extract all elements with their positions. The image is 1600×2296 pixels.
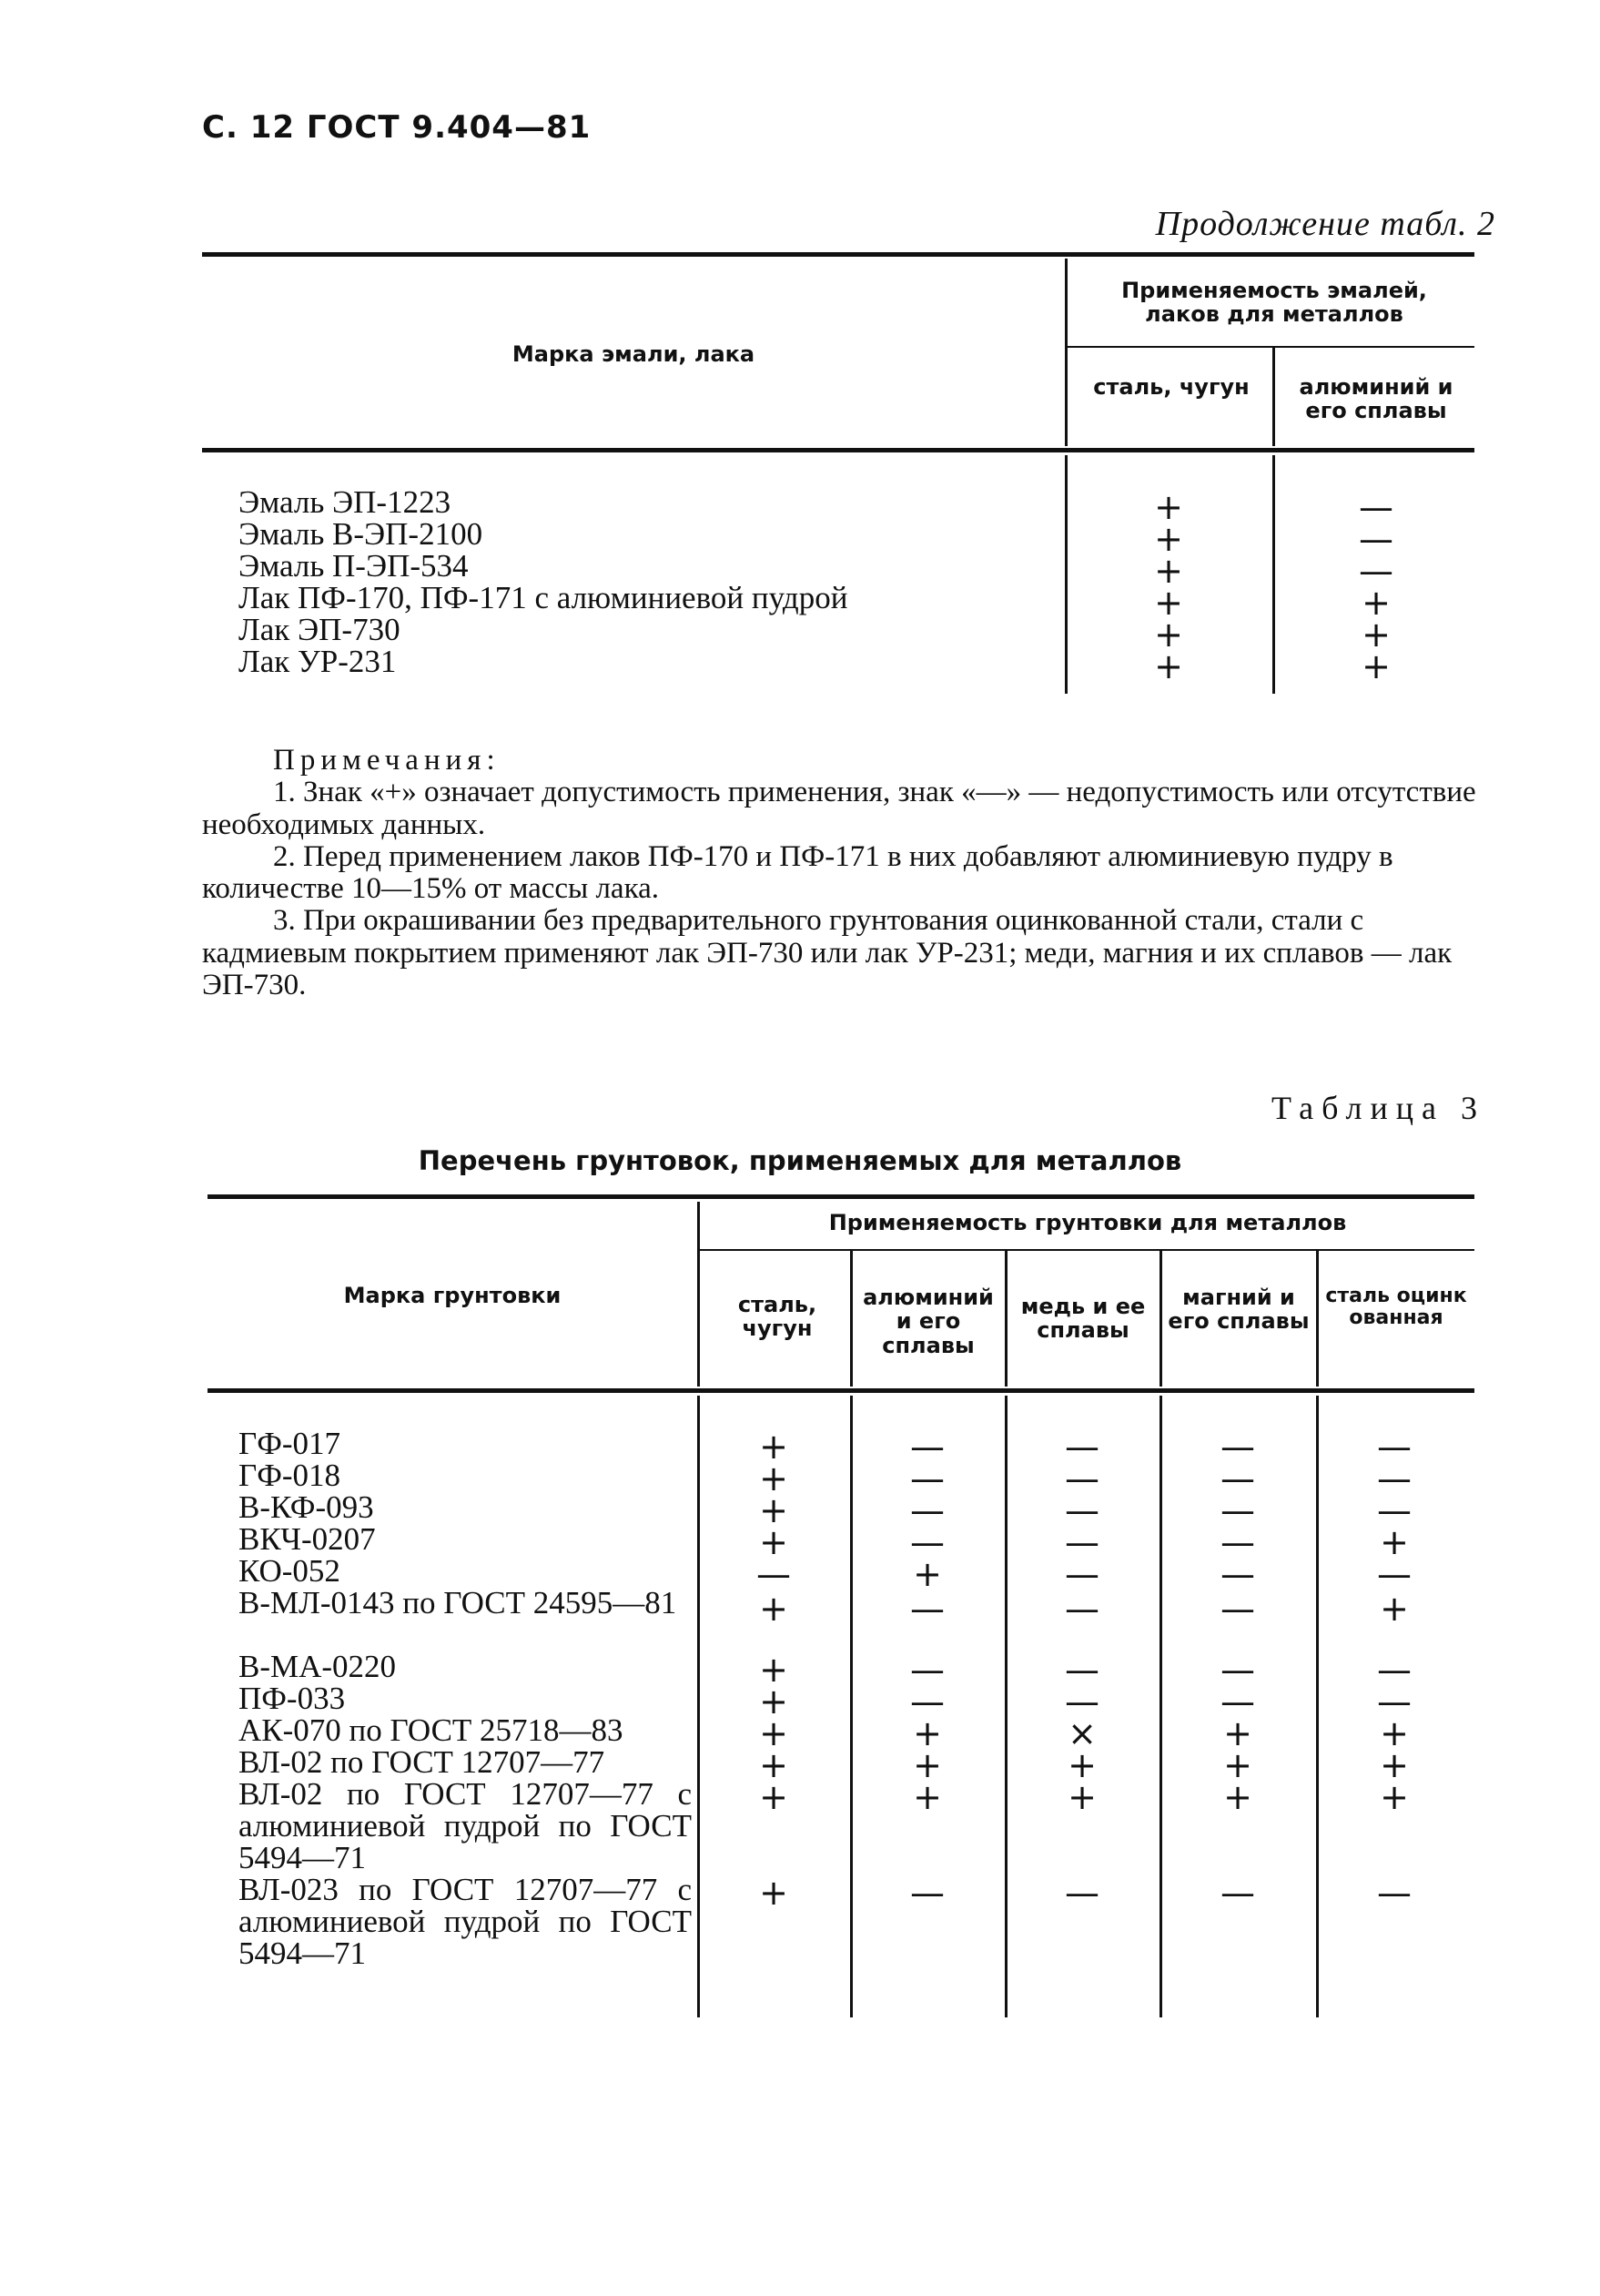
table3-row-name: В-МА-0220 xyxy=(238,1649,397,1684)
table2-col-brand: Марка эмали, лака xyxy=(511,341,755,367)
table3-mark: — xyxy=(1220,1681,1255,1722)
table3-mark: + xyxy=(1068,1777,1097,1817)
table2-mark-aluminum: — xyxy=(1359,519,1393,559)
table3-mark: — xyxy=(910,1490,945,1530)
table3-mark: — xyxy=(1065,1589,1099,1629)
table2-col-steel: сталь, чугун xyxy=(1093,374,1250,400)
table2-vrule xyxy=(1065,455,1068,694)
table3-mark: — xyxy=(1220,1873,1255,1913)
table3-mark: — xyxy=(1220,1589,1255,1629)
table2-col-group: Применяемость эмалей, лаков для металлов xyxy=(1121,278,1427,328)
table3-mark: + xyxy=(1380,1777,1409,1817)
table3-vrule xyxy=(1005,1251,1008,1387)
table3-top-rule xyxy=(208,1194,1474,1199)
table3-mark: + xyxy=(1223,1713,1252,1753)
table3-vrule xyxy=(1005,1396,1008,2017)
table3-mark: + xyxy=(913,1745,942,1785)
table3-mark: — xyxy=(910,1681,945,1722)
table3-mark: — xyxy=(756,1554,791,1594)
table2-subheader-rule xyxy=(1067,346,1474,348)
table3-vrule xyxy=(1159,1396,1162,2017)
table2-col-aluminum: алюминий и его сплавы xyxy=(1299,374,1453,424)
note-item: 1. Знак «+» означает допустимость применения, знак «—» — недопустимость или отсутствие необходимых данных. xyxy=(202,776,1476,841)
table2-mark-steel: + xyxy=(1154,646,1183,686)
table3-col-header: магний и его сплавы xyxy=(1168,1285,1310,1335)
table3-mark: + xyxy=(759,1713,788,1753)
table2-mark-aluminum: + xyxy=(1362,583,1391,623)
table3-mark: — xyxy=(1220,1427,1255,1467)
table3-col-brand: Марка грунтовки xyxy=(343,1283,562,1308)
table2-mark-steel: + xyxy=(1154,583,1183,623)
table3-row-name: КО-052 xyxy=(238,1553,340,1589)
table3-mark: — xyxy=(1377,1458,1412,1498)
table3-mark: + xyxy=(1380,1589,1409,1629)
table3-row-name: ВЛ-02 по ГОСТ 12707—77 xyxy=(238,1744,605,1780)
table3-row-name: ГФ-018 xyxy=(238,1458,341,1493)
table3-vrule xyxy=(850,1251,853,1387)
table3-mark: — xyxy=(1065,1650,1099,1690)
table3-mark: — xyxy=(1065,1554,1099,1594)
table2-mark-aluminum: — xyxy=(1359,551,1393,591)
table3-mark: + xyxy=(759,1681,788,1722)
table3-mark: + xyxy=(913,1777,942,1817)
table3-mark: + xyxy=(1380,1745,1409,1785)
table3-row-name: ВЛ-023 по ГОСТ 12707—77 с алюминиевой пудрой по ГОСТ 5494—71 xyxy=(238,1872,692,1971)
table3-mark: + xyxy=(759,1777,788,1817)
table2-top-rule xyxy=(202,252,1474,257)
table3-mark: + xyxy=(759,1490,788,1530)
table3-mark: — xyxy=(910,1589,945,1629)
table3-header-rule xyxy=(208,1388,1474,1393)
table3-mark: — xyxy=(1220,1554,1255,1594)
table3-col-header: медь и ее сплавы xyxy=(1020,1294,1146,1344)
table3-mark: — xyxy=(1220,1522,1255,1562)
table2-vrule xyxy=(1272,455,1275,694)
table3-mark: + xyxy=(759,1458,788,1498)
table3-mark: + xyxy=(1223,1777,1252,1817)
table3-title: Перечень грунтовок, применяемых для металлов xyxy=(418,1145,1182,1176)
table3-mark: — xyxy=(1065,1873,1099,1913)
table3-col-group: Применяемость грунтовки для металлов xyxy=(828,1210,1347,1235)
table3-mark: + xyxy=(759,1589,788,1629)
note-item: 3. При окрашивании без предварительного грунтования оцинкованной стали, стали с кадмиевым покрытием применяют лак ЭП-730 или лак УР-231; меди, магния и их сплавов — лак ЭП-730. xyxy=(202,904,1453,1002)
note-item: 2. Перед применением лаков ПФ-170 и ПФ-171 в них добавляют алюминиевую пудру в количестве 10—15% от массы лака. xyxy=(202,839,1393,906)
table3-mark: — xyxy=(1377,1490,1412,1530)
table2-row-name: Эмаль ЭП-1223 xyxy=(238,484,451,520)
table3-mark: — xyxy=(1377,1554,1412,1594)
table2-row-name: Лак ЭП-730 xyxy=(238,612,400,647)
table-continuation-label: Продолжение табл. 2 xyxy=(1155,205,1495,243)
table3-mark: + xyxy=(759,1522,788,1562)
table3-mark: + xyxy=(913,1713,942,1753)
table3-col-header: алюминий и его сплавы xyxy=(863,1285,994,1358)
table3-mark: + xyxy=(759,1650,788,1690)
table3-mark: — xyxy=(1377,1650,1412,1690)
table3-vrule xyxy=(1159,1251,1162,1387)
table3-mark: — xyxy=(1065,1681,1099,1722)
table2-mark-steel: + xyxy=(1154,519,1183,559)
table3-mark: — xyxy=(910,1458,945,1498)
table3-mark: — xyxy=(910,1873,945,1913)
table3-mark: — xyxy=(1377,1873,1412,1913)
table3-col-header: сталь, чугун xyxy=(737,1292,817,1342)
table2-header-rule xyxy=(202,448,1474,452)
table3-label: Таблица 3 xyxy=(1271,1090,1485,1126)
table3-mark: — xyxy=(910,1522,945,1562)
table3-mark: — xyxy=(910,1427,945,1467)
table3-row-name: В-МЛ-0143 по ГОСТ 24595—81 xyxy=(238,1585,677,1620)
table2-row-name: Эмаль В-ЭП-2100 xyxy=(238,516,483,552)
table3-mark: — xyxy=(1220,1490,1255,1530)
table3-vrule xyxy=(697,1202,700,1387)
table3-mark: — xyxy=(1065,1427,1099,1467)
table2-mark-aluminum: — xyxy=(1359,487,1393,527)
table3-mark: + xyxy=(759,1873,788,1913)
table3-row-name: АК-070 по ГОСТ 25718—83 xyxy=(238,1712,623,1748)
table3-row-name: ВКЧ-0207 xyxy=(238,1521,376,1557)
table2-row-name: Лак УР-231 xyxy=(238,644,397,679)
table3-vrule xyxy=(850,1396,853,2017)
table3-row-name: ВЛ-02 по ГОСТ 12707—77 с алюминиевой пудрой по ГОСТ 5494—71 xyxy=(238,1776,692,1875)
table3-mark: — xyxy=(1377,1427,1412,1467)
table3-vrule xyxy=(1316,1396,1319,2017)
table3-mark: — xyxy=(1377,1681,1412,1722)
table2-row-name: Эмаль П-ЭП-534 xyxy=(238,548,469,584)
table3-vrule xyxy=(697,1396,700,2017)
table3-mark: + xyxy=(913,1554,942,1594)
table3-mark: — xyxy=(1065,1522,1099,1562)
table3-mark: — xyxy=(910,1650,945,1690)
table2-row-name: Лак ПФ-170, ПФ-171 с алюминиевой пудрой xyxy=(238,580,848,615)
table3-col-header: сталь оцинкованная xyxy=(1325,1285,1467,1330)
table3-mark: × xyxy=(1068,1713,1097,1753)
notes-heading: Примечания: xyxy=(273,744,501,777)
table3-row-name: ПФ-033 xyxy=(238,1681,346,1716)
table2-vrule xyxy=(1065,259,1068,446)
table3-mark: — xyxy=(1220,1458,1255,1498)
table2-vrule xyxy=(1272,348,1275,446)
table3-subheader-rule xyxy=(699,1249,1474,1251)
table3-mark: — xyxy=(1065,1490,1099,1530)
table3-mark: + xyxy=(1223,1745,1252,1785)
table2-mark-aluminum: + xyxy=(1362,615,1391,655)
table3-mark: + xyxy=(759,1427,788,1467)
table3-mark: + xyxy=(1068,1745,1097,1785)
table2-mark-steel: + xyxy=(1154,487,1183,527)
table3-row-name: В-КФ-093 xyxy=(238,1489,374,1525)
table2-mark-aluminum: + xyxy=(1362,646,1391,686)
table2-mark-steel: + xyxy=(1154,615,1183,655)
table2-mark-steel: + xyxy=(1154,551,1183,591)
page-header: С. 12 ГОСТ 9.404—81 xyxy=(202,109,592,146)
table3-mark: + xyxy=(759,1745,788,1785)
table3-mark: — xyxy=(1220,1650,1255,1690)
table3-mark: — xyxy=(1065,1458,1099,1498)
table3-vrule xyxy=(1316,1251,1319,1387)
table3-mark: + xyxy=(1380,1522,1409,1562)
table3-mark: + xyxy=(1380,1713,1409,1753)
table3-row-name: ГФ-017 xyxy=(238,1426,341,1461)
notes-block xyxy=(202,745,1494,1001)
